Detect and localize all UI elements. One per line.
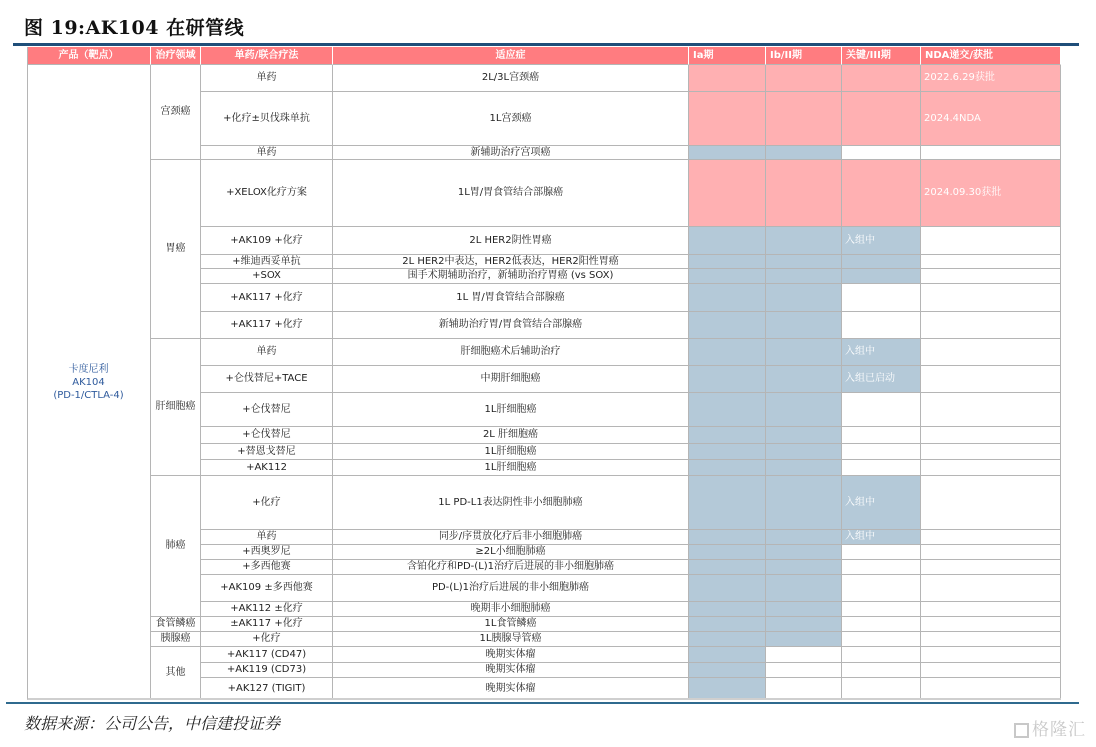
phase-iii-cell xyxy=(842,227,921,255)
phase-ib-ii-cell xyxy=(766,617,842,632)
therapy-cell xyxy=(201,227,333,255)
phase-ib-ii-cell xyxy=(766,427,842,444)
phase-ia-cell xyxy=(689,444,766,460)
therapy-cell xyxy=(201,663,333,678)
therapy-cell-text: +AK112 ±化疗 xyxy=(230,603,303,614)
phase-ib-ii-cell xyxy=(766,146,842,160)
therapy-cell-text: +AK117 +化疗 xyxy=(230,319,303,330)
phase-ib-ii-cell xyxy=(766,366,842,393)
header-phase-ia xyxy=(689,47,766,65)
therapy-cell xyxy=(201,460,333,476)
phase-iii-cell xyxy=(842,444,921,460)
therapy-cell xyxy=(201,545,333,560)
phase-ia-cell xyxy=(689,460,766,476)
phase-ia-cell xyxy=(689,560,766,575)
therapy-cell-text: +AK119 (CD73) xyxy=(226,664,307,675)
indication-cell-text: 1L宫颈癌 xyxy=(489,112,532,124)
phase-nda-cell xyxy=(921,146,1061,160)
indication-cell xyxy=(333,460,689,476)
phase-nda-cell xyxy=(921,476,1061,530)
indication-cell xyxy=(333,255,689,269)
phase-nda-cell-text: 2024.4NDA xyxy=(924,112,981,124)
header-phase-ia-text: Ia期 xyxy=(693,49,714,61)
product-cell xyxy=(27,65,151,700)
phase-ib-ii-cell xyxy=(766,476,842,530)
phase-iii-cell-text: 入组中 xyxy=(845,531,875,542)
phase-iii-cell xyxy=(842,339,921,366)
indication-cell-text: 中期肝细胞癌 xyxy=(480,373,541,384)
area-cell xyxy=(151,339,201,476)
therapy-cell xyxy=(201,617,333,632)
phase-ia-cell xyxy=(689,339,766,366)
indication-cell xyxy=(333,366,689,393)
area-cell-text: 其他 xyxy=(165,667,186,678)
therapy-cell xyxy=(201,65,333,92)
phase-ia-cell xyxy=(689,617,766,632)
phase-iii-cell xyxy=(842,530,921,545)
phase-nda-cell xyxy=(921,427,1061,444)
phase-ib-ii-cell xyxy=(766,227,842,255)
phase-ia-cell xyxy=(689,366,766,393)
indication-cell xyxy=(333,545,689,560)
product-target: (PD-1/CTLA-4) xyxy=(53,389,124,401)
indication-cell xyxy=(333,92,689,146)
indication-cell-text: 1L食管鳞癌 xyxy=(484,618,537,629)
phase-nda-cell xyxy=(921,444,1061,460)
indication-cell xyxy=(333,663,689,678)
therapy-cell-text: +仑伐替尼 xyxy=(242,429,291,440)
indication-cell-text: 晚期实体瘤 xyxy=(485,682,536,694)
header-therapy-text: 单药/联合疗法 xyxy=(234,49,299,61)
phase-nda-cell xyxy=(921,284,1061,312)
phase-ia-cell xyxy=(689,427,766,444)
phase-ia-cell xyxy=(689,312,766,339)
phase-iii-cell xyxy=(842,647,921,663)
phase-ia-cell xyxy=(689,602,766,617)
therapy-cell-text: +多西他赛 xyxy=(242,561,291,572)
phase-nda-cell-text: 2024.09.30获批 xyxy=(924,187,1002,198)
phase-ib-ii-cell xyxy=(766,575,842,602)
phase-ib-ii-cell xyxy=(766,460,842,476)
header-product xyxy=(27,47,151,65)
watermark xyxy=(1014,715,1086,740)
area-cell xyxy=(151,65,201,160)
therapy-cell-text: +替恩戈替尼 xyxy=(237,445,296,457)
phase-iii-cell xyxy=(842,160,921,227)
indication-cell xyxy=(333,65,689,92)
phase-iii-cell xyxy=(842,460,921,476)
area-cell-text: 肝细胞癌 xyxy=(155,401,196,412)
indication-cell xyxy=(333,678,689,700)
area-cell xyxy=(151,617,201,632)
phase-ib-ii-cell xyxy=(766,284,842,312)
watermark-logo-icon xyxy=(1014,723,1029,738)
therapy-cell-text: +西奥罗尼 xyxy=(242,546,291,557)
therapy-cell-text: +AK109 ±多西他赛 xyxy=(220,582,313,593)
phase-iii-cell xyxy=(842,575,921,602)
phase-ia-cell xyxy=(689,647,766,663)
therapy-cell xyxy=(201,444,333,460)
phase-iii-cell-text: 入组中 xyxy=(845,234,875,246)
indication-cell-text: 1L肝细胞癌 xyxy=(484,461,537,473)
phase-ib-ii-cell xyxy=(766,269,842,284)
area-cell-text: 肺癌 xyxy=(165,540,186,551)
header-indication-text: 适应症 xyxy=(495,49,526,61)
therapy-cell xyxy=(201,530,333,545)
indication-cell xyxy=(333,647,689,663)
area-cell xyxy=(151,476,201,617)
phase-ia-cell xyxy=(689,545,766,560)
area-cell xyxy=(151,160,201,339)
phase-ib-ii-cell xyxy=(766,530,842,545)
therapy-cell-text: +AK127 (TIGIT) xyxy=(227,682,306,694)
phase-iii-cell xyxy=(842,560,921,575)
phase-nda-cell xyxy=(921,545,1061,560)
therapy-cell xyxy=(201,560,333,575)
phase-nda-cell xyxy=(921,678,1061,700)
phase-nda-cell xyxy=(921,269,1061,284)
phase-ib-ii-cell xyxy=(766,339,842,366)
product-name: 卡度尼利 xyxy=(68,363,109,375)
phase-ib-ii-cell xyxy=(766,560,842,575)
therapy-cell-text: +仑伐替尼+TACE xyxy=(225,373,308,384)
indication-cell xyxy=(333,284,689,312)
therapy-cell xyxy=(201,632,333,647)
therapy-cell-text: 单药 xyxy=(256,146,277,158)
therapy-cell-text: +化疗 xyxy=(252,633,281,644)
header-product-text: 产品（靶点） xyxy=(58,49,119,61)
phase-iii-cell xyxy=(842,92,921,146)
phase-ia-cell xyxy=(689,575,766,602)
indication-cell xyxy=(333,160,689,227)
phase-ib-ii-cell xyxy=(766,255,842,269)
phase-ia-cell xyxy=(689,476,766,530)
phase-iii-cell xyxy=(842,65,921,92)
therapy-cell xyxy=(201,366,333,393)
phase-ia-cell xyxy=(689,393,766,427)
therapy-cell xyxy=(201,255,333,269)
indication-cell-text: 2L 肝细胞癌 xyxy=(482,429,539,440)
indication-cell xyxy=(333,269,689,284)
phase-ia-cell xyxy=(689,678,766,700)
indication-cell-text: 2L HER2中表达，HER2低表达，HER2阳性胃癌 xyxy=(402,255,619,267)
indication-cell-text: 1L 胃/胃食管结合部腺癌 xyxy=(456,291,565,303)
phase-nda-cell xyxy=(921,602,1061,617)
phase-ia-cell xyxy=(689,227,766,255)
header-area xyxy=(151,47,201,65)
phase-iii-cell xyxy=(842,312,921,339)
phase-iii-cell-text: 入组已启动 xyxy=(845,373,895,384)
header-phase-ib-ii-text: Ib/II期 xyxy=(770,49,802,61)
figure-title: 图 19:AK104 在研管线 xyxy=(24,17,245,39)
header-area-text: 治疗领域 xyxy=(155,49,196,61)
phase-ib-ii-cell xyxy=(766,160,842,227)
phase-ib-ii-cell xyxy=(766,545,842,560)
phase-iii-cell xyxy=(842,255,921,269)
indication-cell xyxy=(333,560,689,575)
indication-cell-text: 新辅助治疗胃/胃食管结合部腺癌 xyxy=(438,319,583,330)
area-cell xyxy=(151,632,201,647)
therapy-cell xyxy=(201,339,333,366)
therapy-cell-text: +AK109 +化疗 xyxy=(230,234,303,246)
phase-ia-cell xyxy=(689,269,766,284)
top-rule xyxy=(13,43,1079,46)
therapy-cell xyxy=(201,602,333,617)
phase-ib-ii-cell xyxy=(766,65,842,92)
therapy-cell-text: 单药 xyxy=(256,346,277,357)
watermark-text: 格隆汇 xyxy=(1032,720,1086,740)
phase-nda-cell xyxy=(921,366,1061,393)
indication-cell-text: 1L胰腺导管癌 xyxy=(479,633,542,644)
phase-nda-cell xyxy=(921,647,1061,663)
phase-iii-cell xyxy=(842,366,921,393)
phase-iii-cell xyxy=(842,545,921,560)
phase-iii-cell xyxy=(842,476,921,530)
indication-cell xyxy=(333,602,689,617)
phase-iii-cell xyxy=(842,602,921,617)
phase-ib-ii-cell xyxy=(766,312,842,339)
therapy-cell xyxy=(201,427,333,444)
indication-cell-text: 晚期实体瘤 xyxy=(485,664,536,675)
indication-cell-text: 肝细胞癌术后辅助治疗 xyxy=(460,346,561,357)
phase-ib-ii-cell xyxy=(766,678,842,700)
indication-cell xyxy=(333,444,689,460)
phase-nda-cell xyxy=(921,92,1061,146)
therapy-cell xyxy=(201,160,333,227)
therapy-cell-text: +AK112 xyxy=(246,461,287,473)
therapy-cell xyxy=(201,312,333,339)
phase-nda-cell xyxy=(921,393,1061,427)
phase-iii-cell xyxy=(842,663,921,678)
indication-cell xyxy=(333,632,689,647)
header-nda-text: NDA递交/获批 xyxy=(925,49,994,61)
indication-cell-text: 1L肝细胞癌 xyxy=(484,445,537,457)
therapy-cell-text: +AK117 +化疗 xyxy=(230,291,303,303)
header-phase-ib-ii xyxy=(766,47,842,65)
indication-cell xyxy=(333,530,689,545)
phase-ia-cell xyxy=(689,92,766,146)
indication-cell-text: 含铂化疗和PD-(L)1治疗后进展的非小细胞肺癌 xyxy=(406,561,615,572)
phase-ib-ii-cell xyxy=(766,92,842,146)
therapy-cell-text: +XELOX化疗方案 xyxy=(226,187,307,198)
phase-nda-cell xyxy=(921,339,1061,366)
phase-nda-cell xyxy=(921,617,1061,632)
indication-cell xyxy=(333,227,689,255)
phase-ia-cell xyxy=(689,632,766,647)
header-therapy xyxy=(201,47,333,65)
header-indication xyxy=(333,47,689,65)
phase-ib-ii-cell xyxy=(766,602,842,617)
therapy-cell-text: +化疗 xyxy=(252,496,281,508)
indication-cell-text: 晚期非小细胞肺癌 xyxy=(470,603,551,614)
area-cell-text: 宫颈癌 xyxy=(160,106,191,117)
indication-cell xyxy=(333,617,689,632)
header-phase-iii xyxy=(842,47,921,65)
indication-cell-text: 1L胃/胃食管结合部腺癌 xyxy=(457,187,564,198)
source-note: 数据来源：公司公告，中信建投证券 xyxy=(24,714,281,733)
phase-ib-ii-cell xyxy=(766,393,842,427)
phase-ib-ii-cell xyxy=(766,663,842,678)
therapy-cell-text: 单药 xyxy=(256,531,277,542)
indication-cell-text: 1L肝细胞癌 xyxy=(484,403,537,415)
therapy-cell xyxy=(201,476,333,530)
phase-ia-cell xyxy=(689,160,766,227)
header-phase-iii-text: 关键/III期 xyxy=(846,49,891,61)
bottom-rule xyxy=(6,702,1079,704)
phase-nda-cell xyxy=(921,575,1061,602)
phase-nda-cell xyxy=(921,255,1061,269)
phase-ia-cell xyxy=(689,663,766,678)
indication-cell xyxy=(333,339,689,366)
indication-cell-text: 2L HER2阴性胃癌 xyxy=(469,234,552,246)
phase-iii-cell-text: 入组中 xyxy=(845,346,875,357)
therapy-cell-text: +SOX xyxy=(252,270,281,281)
phase-iii-cell xyxy=(842,427,921,444)
indication-cell xyxy=(333,427,689,444)
therapy-cell xyxy=(201,678,333,700)
area-cell-text: 胃癌 xyxy=(165,243,186,254)
indication-cell-text: ≥2L小细胞肺癌 xyxy=(475,546,546,557)
therapy-cell xyxy=(201,575,333,602)
therapy-cell-text: +AK117 (CD47) xyxy=(226,648,307,660)
indication-cell xyxy=(333,312,689,339)
indication-cell-text: 1L PD-L1表达阴性非小细胞肺癌 xyxy=(438,496,583,508)
indication-cell xyxy=(333,393,689,427)
phase-iii-cell xyxy=(842,617,921,632)
indication-cell-text: 围手术期辅助治疗，新辅助治疗胃癌 (vs SOX) xyxy=(407,270,614,281)
therapy-cell-text: ±AK117 +化疗 xyxy=(230,618,303,629)
phase-iii-cell xyxy=(842,393,921,427)
indication-cell xyxy=(333,146,689,160)
area-cell-text: 食管鳞癌 xyxy=(155,618,196,629)
phase-iii-cell-text: 入组中 xyxy=(845,496,875,508)
phase-nda-cell xyxy=(921,663,1061,678)
therapy-cell xyxy=(201,92,333,146)
indication-cell-text: 新辅助治疗宫项癌 xyxy=(470,146,551,158)
therapy-cell xyxy=(201,146,333,160)
indication-cell-text: 2L/3L宫颈癌 xyxy=(481,72,540,83)
phase-iii-cell xyxy=(842,269,921,284)
phase-nda-cell xyxy=(921,460,1061,476)
product-code: AK104 xyxy=(72,376,105,388)
phase-nda-cell xyxy=(921,160,1061,227)
phase-nda-cell xyxy=(921,227,1061,255)
indication-cell-text: 晚期实体瘤 xyxy=(485,648,536,660)
phase-ia-cell xyxy=(689,255,766,269)
area-cell xyxy=(151,647,201,700)
phase-nda-cell xyxy=(921,312,1061,339)
phase-ib-ii-cell xyxy=(766,632,842,647)
phase-iii-cell xyxy=(842,284,921,312)
phase-ia-cell xyxy=(689,65,766,92)
phase-iii-cell xyxy=(842,632,921,647)
header-nda xyxy=(921,47,1061,65)
indication-cell-text: 同步/序贯放化疗后非小细胞肺癌 xyxy=(438,531,583,542)
area-cell-text: 胰腺癌 xyxy=(160,633,191,644)
phase-nda-cell xyxy=(921,530,1061,545)
phase-iii-cell xyxy=(842,678,921,700)
therapy-cell xyxy=(201,284,333,312)
indication-cell xyxy=(333,476,689,530)
therapy-cell-text: +维迪西妥单抗 xyxy=(232,255,301,267)
phase-ia-cell xyxy=(689,146,766,160)
phase-nda-cell xyxy=(921,560,1061,575)
therapy-cell-text: 单药 xyxy=(256,72,277,83)
phase-ib-ii-cell xyxy=(766,647,842,663)
indication-cell xyxy=(333,575,689,602)
phase-ib-ii-cell xyxy=(766,444,842,460)
phase-nda-cell xyxy=(921,65,1061,92)
therapy-cell xyxy=(201,393,333,427)
therapy-cell-text: +仑伐替尼 xyxy=(242,403,291,415)
therapy-cell xyxy=(201,647,333,663)
phase-ia-cell xyxy=(689,530,766,545)
indication-cell-text: PD-(L)1治疗后进展的非小细胞肺癌 xyxy=(431,582,590,593)
phase-nda-cell-text: 2022.6.29获批 xyxy=(924,72,995,83)
phase-ia-cell xyxy=(689,284,766,312)
therapy-cell-text: +化疗±贝伐珠单抗 xyxy=(223,112,310,124)
phase-iii-cell xyxy=(842,146,921,160)
therapy-cell xyxy=(201,269,333,284)
phase-nda-cell xyxy=(921,632,1061,647)
